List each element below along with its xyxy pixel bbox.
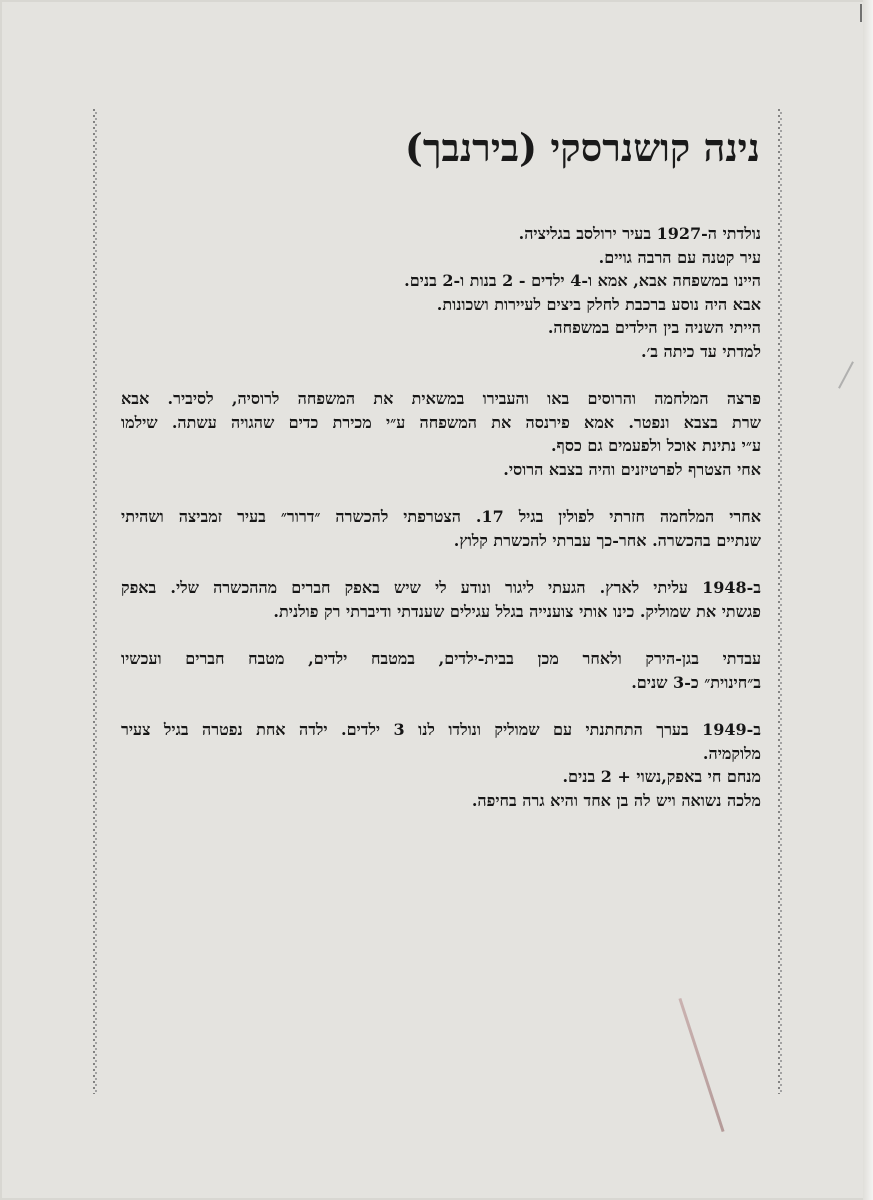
paragraph-aliyah bbox=[121, 576, 761, 623]
decorative-border-right bbox=[777, 108, 783, 1094]
text-line: למדתי עד כיתה ב׳. bbox=[640, 341, 761, 361]
text-line: מלוקמיה. bbox=[702, 743, 761, 763]
paragraph-work bbox=[121, 647, 761, 694]
text-line: ע״י נתינת אוכל ולפעמים גם כסף. bbox=[550, 436, 761, 455]
pen-stroke bbox=[678, 998, 724, 1132]
text-line: ב-1948 עליתי לארץ. הגעתי ליגור ונודע לי שיש באפק חברים מההכשרה שלי. באפק bbox=[121, 578, 761, 597]
text-line: אחי הצטרף לפרטיזנים והיה בצבא הרוסי. bbox=[503, 459, 761, 479]
text-line: פגשתי את שמוליק. כינו אותי צוענייה בגלל עגילים שענדתי ודיברתי רק פולנית. bbox=[273, 601, 761, 621]
decorative-border-left bbox=[92, 108, 98, 1094]
text-line: ב-1949 בערך התחתנתי עם שמוליק ונולדו לנו 3 ילדים. ילדה אחת נפטרה בגיל צעיר bbox=[121, 720, 762, 739]
page-edge-shadow bbox=[863, 0, 873, 1200]
paragraph-childhood bbox=[121, 222, 761, 363]
text-line: אבא היה נוסע ברכבת לחלק ביצים לעיירות ושכונות. bbox=[436, 294, 761, 314]
text-line: אחרי המלחמה חזרתי לפולין בגיל 17. הצטרפתי להכשרה ״דרור״ בעיר זמביצה ושהיתי bbox=[121, 507, 761, 526]
pencil-mark bbox=[838, 361, 854, 388]
memoir-text bbox=[121, 222, 761, 812]
corner-mark bbox=[860, 4, 862, 22]
paragraph-family bbox=[121, 718, 761, 812]
paragraph-war bbox=[121, 387, 761, 481]
text-line: היינו במשפחה אבא, אמא ו-4 ילדים - 2 בנות ו-2 בנים. bbox=[404, 271, 761, 290]
text-line: מנחם חי באפק,נשוי + 2 בנים. bbox=[562, 767, 761, 786]
paragraph-after-war bbox=[121, 505, 761, 552]
text-line: פרצה המלחמה והרוסים באו והעבירו במשאית את המשפחה לרוסיה, לסיביר. אבא bbox=[121, 389, 761, 408]
text-line: נולדתי ה-1927 בעיר ירולסב בגליציה. bbox=[518, 224, 761, 243]
text-line: מלכה נשואה ויש לה בן אחד והיא גרה בחיפה. bbox=[471, 790, 761, 810]
text-line: הייתי השניה בין הילדים במשפחה. bbox=[547, 318, 761, 337]
text-line: עיר קטנה עם הרבה גויים. bbox=[598, 247, 761, 267]
text-line: עבדתי בגן-הירק ולאחר מכן בבית-ילדים, במטבח ילדים, מטבח חברים ועכשיו bbox=[121, 649, 761, 668]
page-title: נינה קושנרסקי (בירנבך) bbox=[404, 125, 760, 170]
text-line: שרת בצבא ונפטר. אמא פירנסה את המשפחה ע״י מכירת כדים שהגויה עשתה. שילמו bbox=[121, 412, 761, 432]
text-line: ב״חינוית״ כ-3 שנים. bbox=[631, 672, 761, 692]
text-line: שנתיים בהכשרה. אחר-כך עברתי להכשרת קלוץ. bbox=[453, 530, 761, 550]
